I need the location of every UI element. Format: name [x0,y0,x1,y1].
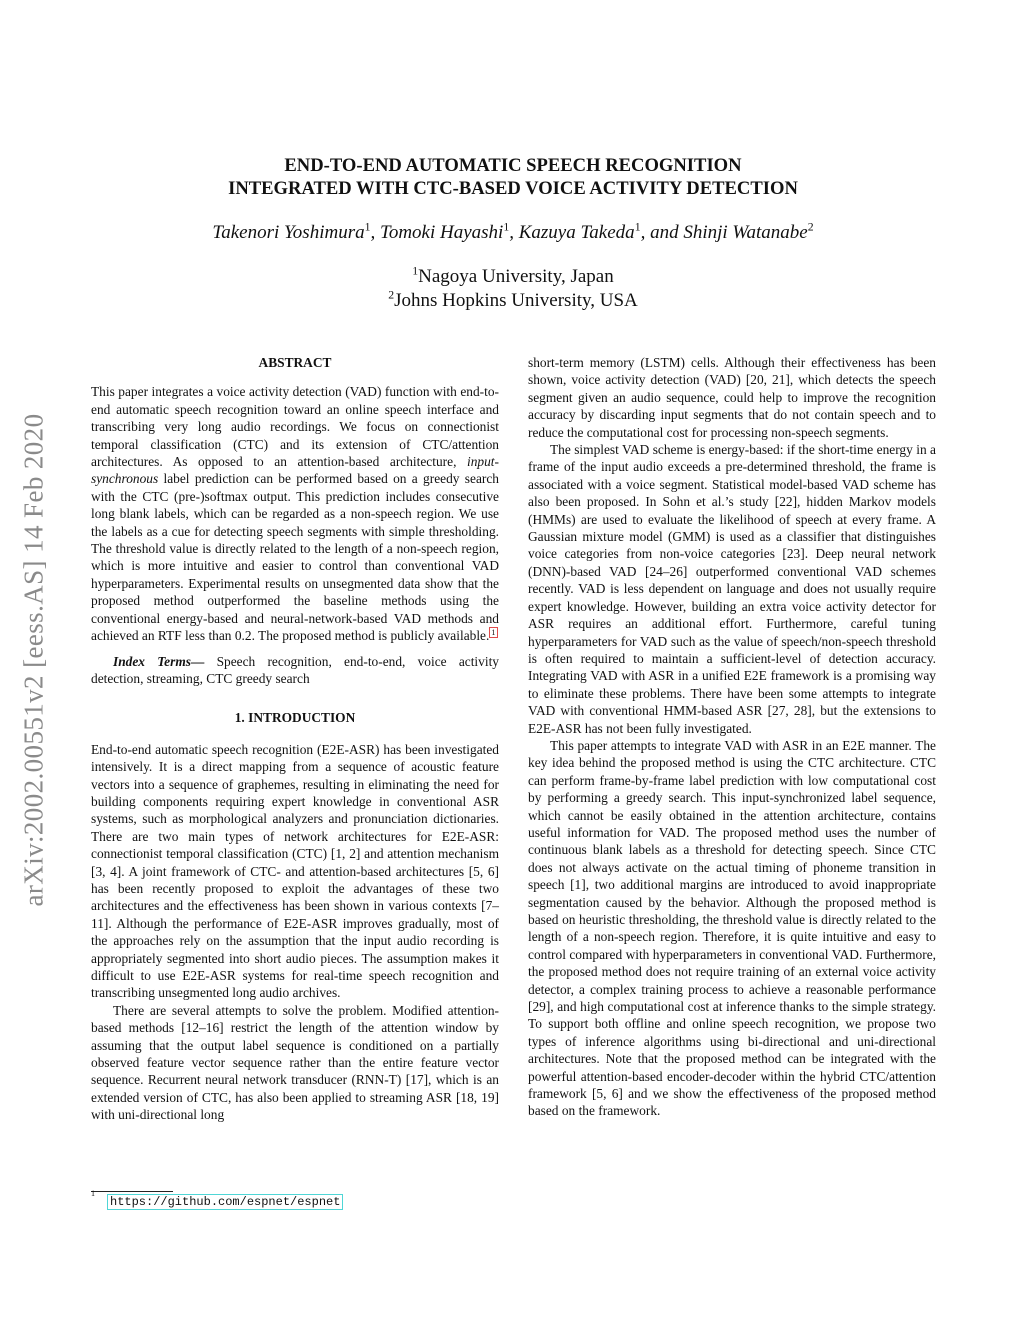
author-list [110,221,916,245]
author-affil-sup: 2 [807,220,814,234]
arxiv-identifier: arXiv:2002.00551v2 [eess.AS] 14 Feb 2020 [18,413,49,907]
footnote-link[interactable]: https://github.com/espnet/espnet [107,1194,343,1210]
author-separator: , and [640,222,684,243]
author-name: Tomoki Hayashi [380,222,504,243]
affiliation-line [110,289,916,313]
affil-name: Johns Hopkins University, USA [394,290,638,311]
abstract-text-part: label prediction can be performed based on a greedy search with the CTC (pre-)softmax output. This prediction includes consecutive long blank labels, which can be regarded as a non-speech region. We use the labels as a cue for detecting speech segments with simple thresholding. The threshold value is directly related to the length of a non-speech region, which is more intuitive and easier to control than conventional VAD hyperparameters. Experimental results on unsegmented data show that the proposed method outperformed the baseline methods using the conventional energy-based and neural-network-based VAD methods and achieved an RTF less than 0.2. The proposed method is publicly available. [91,471,499,644]
footnote-ref[interactable]: 1 [491,627,496,637]
author-name: Kazuya Takeda [518,222,635,243]
author-affil-sup: 1 [364,220,371,234]
abstract-heading: ABSTRACT [258,355,332,370]
affiliations [110,265,916,313]
affil-name: Nagoya University, Japan [418,266,614,287]
author-name: Takenori Yoshimura [212,222,365,243]
arxiv-sidebar [14,340,54,980]
intro-paragraph: short-term memory (LSTM) cells. Although their effectiveness has been shown, voice activity detection (VAD) [20, 21], which detects the speech segment given an audio sequence, could help to improve the recognition accuracy by discarding input segments that do not contain speech and to reduce the computational cost for processing non-speech segments. [528,355,936,440]
affil-sup: 2 [388,288,395,302]
abstract-text [91,383,499,644]
footnote-divider [91,1191,173,1192]
footnote-mark: 1 [91,1189,95,1198]
title-line-1: END-TO-END AUTOMATIC SPEECH RECOGNITION [284,155,742,176]
author-separator: , [509,222,519,243]
author-affil-sup: 1 [634,220,641,234]
index-terms-text: Speech recognition, end-to-end, voice activity detection, streaming, CTC greedy search [91,653,499,686]
affiliation-line [110,265,916,289]
intro-paragraph: The simplest VAD scheme is energy-based: if the short-time energy in a frame of the input audio exceeds a pre-determined threshold, the frame is associated with a voice segment. Statistical model-based VAD scheme has also been proposed. In Sohn et al.’s study [22], hidden Markov models (HMMs) are used to evaluate the likelihood of speech at every frame. A Gaussian mixture model (GMM) is used as a classifier that distinguishes voice categories from non-voice categories [23]. Deep neural network (DNN)-based VAD [24–26] outperformed conventional VAD schemes recently. VAD is less dependent on language and does not usually require expert knowledge. However, building an extra voice activity detector for ASR requires an additional effort. Furthermore, careful tuning hyperparameters for VAD such as the value of speech/non-speech threshold is often required to maintain a sufficient-level of detection accuracy. Integrating VAD with ASR in a unified E2E framework is a promising way to eliminate these problems. There have been some attempts to integrate VAD with conventional HMM-based ASR [27, 28], but the extensions to E2E-ASR has not been fully investigated. [528,442,936,736]
index-terms [91,653,499,688]
intro-paragraph: This paper attempts to integrate VAD with ASR in an E2E manner. The key idea behind the proposed method is using the CTC architecture. CTC can perform frame-by-frame label prediction with low computational cost by performing a greedy search. This input-synchronized label sequence, which cannot be easily obtained in the attention architecture, contains useful information for VAD. The proposed method uses the number of continuous blank labels as a threshold for detecting speech. Since CTC does not always activate on the actual timing of phoneme transition in speech [1], two additional margins are introduced to avoid inappropriate segmentation caused by the behavior. Although the proposed method is based on heuristic thresholding, the threshold value is directly related to the length of a non-speech region. Therefore, it is quite intuitive and easy to control compared with hyperparameters in conventional VAD. Furthermore, the proposed method does not require training of an external voice activity detector, a complex training process to achieve a reasonable performance [29], and high computational cost at inference thanks to the simple strategy. To support both offline and online speech recognition, we propose two types of inference algorithms using bi-directional and uni-directional architectures. Note that the proposed method can be integrated with the powerful attention-based encoder-decoder within the hybrid CTC/attention framework [5, 6] and we show the effectiveness of the proposed method based on the framework. [528,737,936,1119]
author-name: Shinji Watanabe [683,222,808,243]
affil-sup: 1 [412,264,419,278]
footnote [107,1194,343,1209]
abstract-italic-term: input-synchronous [91,454,499,487]
intro-paragraph: There are several attempts to solve the problem. Modified attention-based methods [12–16] restrict the length of the attention window by assuming that the output label sequence is conditioned on a partially observed feature vector sequence rather than the entire feature vector sequence. Recurrent neural network transducer (RNN-T) [17], which is an extended version of CTC, has also been applied to streaming ASR [18, 19] with uni-directional long [91,1002,499,1123]
author-affil-sup: 1 [503,220,510,234]
introduction-heading: 1. INTRODUCTION [234,710,356,726]
paper-title [110,154,916,200]
intro-paragraph: End-to-end automatic speech recognition (E2E-ASR) has been investigated intensively. It is a direct mapping from a sequence of acoustic feature vectors into a sequence of graphemes, resulting in eliminating the need for building components requiring expert knowledge in conventional ASR systems, such as morphological analyzers and pronunciation dictionaries. There are two main types of network architectures for E2E-ASR: connectionist temporal classification (CTC) [1, 2] and attention mechanism [3, 4]. A joint framework of CTC- and attention-based architectures [5, 6] has been recently proposed to exploit the advantages of these two architectures and the effectiveness has been shown in various contexts [7–11]. Although the performance of E2E-ASR improves gradually, most of the approaches rely on the assumption that the input audio recording is appropriately segmented into short audio pieces. The assumption makes it difficult to use E2E-ASR systems for real-time speech recognition and transcribing unsegmented long audio archives. [91,741,499,1001]
author-separator: , [370,222,380,243]
left-column [91,354,499,1124]
right-column [528,354,936,1120]
title-line-2: INTEGRATED WITH CTC-BASED VOICE ACTIVITY DETECTION [228,178,798,199]
index-terms-label: Index Terms— [113,653,205,669]
abstract-text-part: This paper integrates a voice activity detection (VAD) function with end-to-end automatic speech recognition toward an online speech interface and transcribing very long audio recordings. We focus on connectionist temporal classification (CTC) and its extension of CTC/attention architectures. As opposed to an attention-based architecture, [91,384,499,470]
